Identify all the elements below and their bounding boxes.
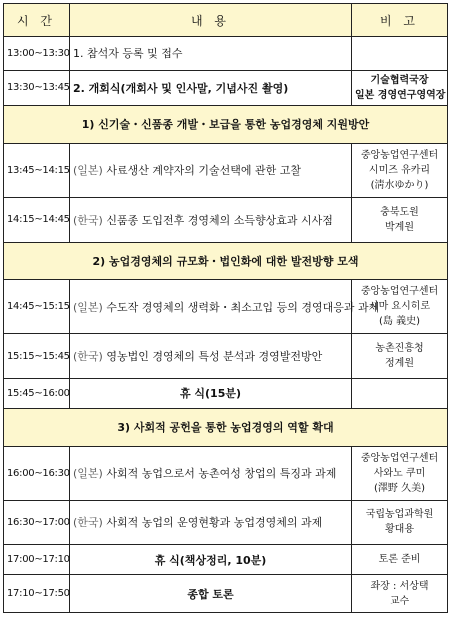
table-row: [4, 500, 448, 545]
row-country: (일본): [73, 164, 103, 178]
note-line: 토론 준비: [378, 554, 421, 566]
row-content: 휴 식(책상정리, 10분): [70, 545, 352, 575]
table-row: [4, 70, 448, 106]
row-content: [70, 500, 352, 545]
row-content: [70, 280, 380, 334]
row-content: 종합 토론: [70, 575, 352, 613]
row-content: 휴 식(15분): [70, 378, 352, 408]
row-note: [352, 37, 448, 70]
header-row: [4, 4, 448, 37]
section-row: [4, 106, 448, 144]
row-time: 13:45~14:15: [4, 143, 70, 197]
section-title: 2) 농업경영체의 규모화・법인화에 대한 발전방향 모색: [4, 242, 448, 280]
table-row: [4, 378, 448, 408]
row-time: 13:30~13:45: [4, 70, 70, 106]
note-line: 충북도원: [380, 206, 419, 218]
row-topic: 사회적 농업의 운영현황과 농업경영체의 과제: [106, 516, 323, 530]
note-line: 사와노 쿠미: [373, 467, 426, 479]
row-content: 2. 개회식(개회사 및 인사말, 기념사진 촬영): [70, 70, 352, 106]
note-line: 중앙농업연구센터: [360, 452, 439, 464]
note-line: 국립농업과학원: [365, 509, 434, 521]
section-row: [4, 242, 448, 280]
note-line: 교수: [389, 595, 410, 607]
note-line: (島 義史): [379, 316, 420, 328]
row-time: 17:10~17:50: [4, 575, 70, 613]
note-line: 중앙농업연구센터: [360, 149, 439, 161]
row-time: 13:00~13:30: [4, 37, 70, 70]
table-row: [4, 545, 448, 575]
row-topic: 신품종 도입전후 경영체의 소득향상효과 시사점: [106, 213, 333, 227]
row-country: (일본): [73, 467, 103, 481]
note-line: 일본 경영연구영역장: [355, 89, 446, 101]
note-line: (澤野 久美): [374, 482, 425, 494]
table-row: [4, 575, 448, 613]
table-row: [4, 37, 448, 70]
row-content: 1. 참석자 등록 및 접수: [70, 37, 352, 70]
note-line: 시마 요시히로: [368, 301, 431, 313]
row-note: [352, 575, 448, 613]
section-title: 1) 신기술・신품종 개발・보급을 통한 농업경영체 지원방안: [4, 106, 448, 144]
row-country: (한국): [73, 213, 103, 227]
row-note: [352, 378, 448, 408]
schedule-table: [3, 3, 448, 613]
table-row: [4, 197, 448, 242]
row-time: 16:00~16:30: [4, 446, 70, 500]
row-topic: 사회적 농업으로서 농촌여성 창업의 특징과 과제: [106, 467, 337, 481]
section-title: 3) 사회적 공헌을 통한 농업경영의 역할 확대: [4, 408, 448, 446]
note-line: 중앙농업연구센터: [360, 286, 439, 298]
row-topic: 영농법인 경영체의 특성 분석과 경영발전방안: [106, 350, 323, 364]
row-country: (한국): [73, 350, 103, 364]
table-row: [4, 143, 448, 197]
table-row: [4, 334, 448, 379]
note-line: 박계원: [385, 221, 414, 233]
row-time: 15:45~16:00: [4, 378, 70, 408]
row-topic: 사료생산 계약자의 기술선택에 관한 고찰: [106, 164, 301, 178]
row-time: 15:15~15:45: [4, 334, 70, 379]
row-content: [70, 143, 352, 197]
note-line: 기술협력국장: [370, 74, 429, 86]
row-note: [352, 446, 448, 500]
note-line: 시미즈 유카리: [368, 164, 431, 176]
row-time: 14:15~14:45: [4, 197, 70, 242]
row-note: [352, 70, 448, 106]
note-line: (淸水ゆかり): [370, 179, 429, 191]
note-line: 정계원: [385, 358, 414, 370]
row-time: 17:00~17:10: [4, 545, 70, 575]
note-line: 농촌진흥청: [375, 343, 424, 355]
table-row: [4, 446, 448, 500]
header-content: 내 용: [70, 4, 352, 37]
row-note: [352, 500, 448, 545]
row-country: (한국): [73, 516, 103, 530]
row-note: [352, 197, 448, 242]
row-note: [352, 143, 448, 197]
row-country: (일본): [73, 300, 103, 314]
row-content: [70, 334, 352, 379]
row-time: 14:45~15:15: [4, 280, 70, 334]
row-content: [70, 197, 352, 242]
row-note: [352, 334, 448, 379]
table-row: [4, 280, 448, 334]
row-content: [70, 446, 352, 500]
section-row: [4, 408, 448, 446]
row-topic: 수도작 경영체의 생력화・최소고입 등의 경영대응과 과제: [106, 300, 380, 314]
row-note: [352, 545, 448, 575]
header-time: 시 간: [4, 4, 70, 37]
note-line: 황대용: [385, 524, 414, 536]
header-note: 비 고: [352, 4, 448, 37]
row-time: 16:30~17:00: [4, 500, 70, 545]
note-line: 좌장 : 서상택: [370, 580, 429, 592]
